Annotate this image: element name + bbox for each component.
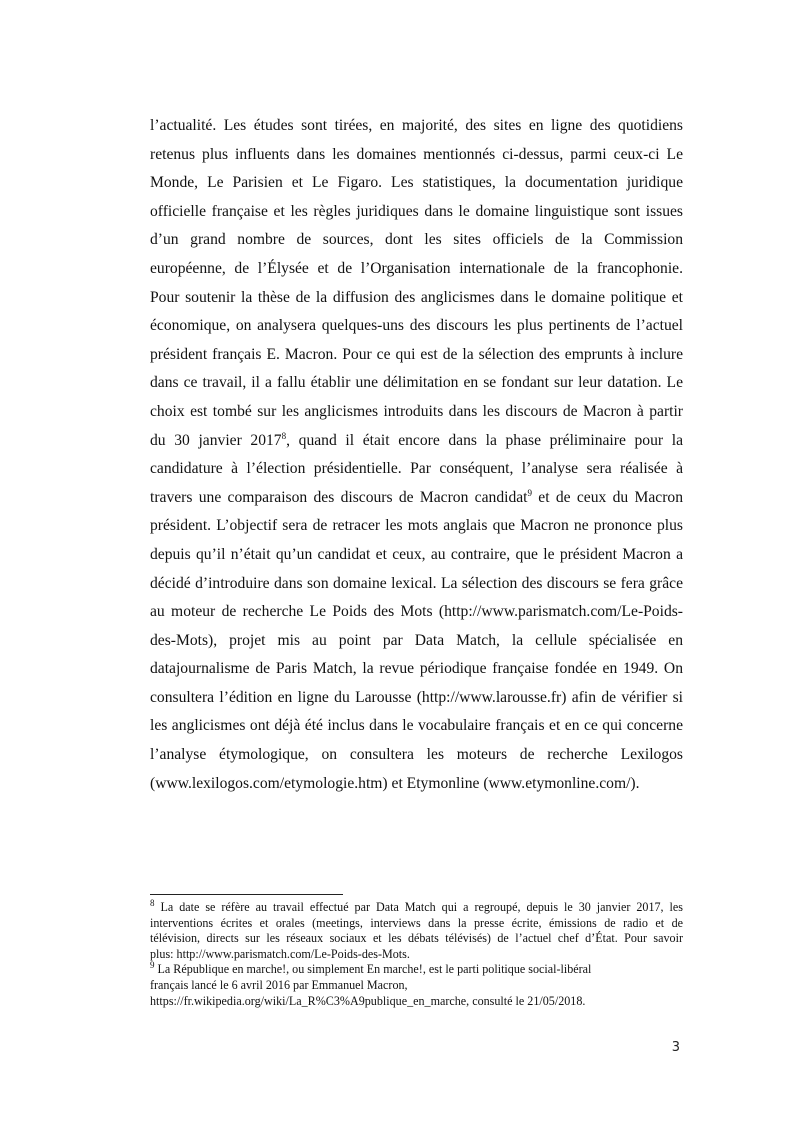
footnote-9-marker: 9 <box>150 960 155 971</box>
body-line-21: consultera l’édition en ligne du Larousse (http://www.larousse.fr) afin de vérifier si <box>150 688 683 706</box>
body-line-16: depuis qu’il n’était qu’un candidat et ceux, au contraire, que le président Macron a <box>150 545 683 563</box>
body-line-14 <box>150 484 683 513</box>
footnote-separator <box>150 894 343 895</box>
body-line-22: les anglicismes ont déjà été inclus dans le vocabulaire français et en ce qui concerne <box>150 717 683 735</box>
footnote-9-line-2: français lancé le 6 avril 2016 par Emmanuel Macron, <box>150 977 408 992</box>
footnotes <box>150 897 683 1009</box>
footnote-9-line-3: https://fr.wikipedia.org/wiki/La_R%C3%A9publique_en_marche, consulté le 21/05/2018. <box>150 993 586 1008</box>
footnote-8-line-2: interventions écrites et orales (meetings, interviews dans la presse écrite, émissions de radio et de <box>150 915 683 930</box>
body-line-3: Monde, Le Parisien et Le Figaro. Les statistiques, la documentation juridique <box>150 174 683 192</box>
body-line-5: d’un grand nombre de sources, dont les sites officiels de la Commission <box>150 231 683 249</box>
body-line-2: retenus plus influents dans les domaines mentionnés ci-dessus, parmi ceux-ci Le <box>150 145 683 163</box>
body-line-15: président. L’objectif sera de retracer les mots anglais que Macron ne prononce plus <box>150 517 683 535</box>
footnote-9-line-1 <box>150 962 683 978</box>
body-line-12-text: du 30 janvier 2017 <box>150 431 282 449</box>
body-line-10: dans ce travail, il a fallu établir une délimitation en se fondant sur leur datation. Le <box>150 374 683 392</box>
body-line-14-text: travers une comparaison des discours de Macron candidat <box>150 488 528 506</box>
body-line-12 <box>150 427 683 456</box>
body-line-6: européenne, de l’Élysée et de l’Organisation internationale de la francophonie. <box>150 259 683 277</box>
footnote-8-text-1: La date se réfère au travail effectué par Data Match qui a regroupé, depuis le 30 janvier 2017, les <box>154 900 683 914</box>
body-line-18: au moteur de recherche Le Poids des Mots (http://www.parismatch.com/Le-Poids- <box>150 603 683 621</box>
body-line-14-rest: et de ceux du Macron <box>532 488 683 506</box>
body-line-4: officielle française et les règles juridiques dans le domaine linguistique sont issues <box>150 202 683 220</box>
body-line-7: Pour soutenir la thèse de la diffusion des anglicismes dans le domaine politique et <box>150 288 683 306</box>
footnote-8-line-3: télévision, directs sur les réseaux sociaux et les débats télévisés) de l’actuel chef d’État. Pour savoir <box>150 931 683 946</box>
body-line-19: des-Mots), projet mis au point par Data Match, la cellule spécialisée en <box>150 631 683 649</box>
body-line-24: (www.lexilogos.com/etymologie.htm) et Etymonline (www.etymonline.com/). <box>150 774 640 792</box>
body-line-23: l’analyse étymologique, on consultera les moteurs de recherche Lexilogos <box>150 746 683 764</box>
body-line-17: décidé d’introduire dans son domaine lexical. La sélection des discours se fera grâce <box>150 574 683 592</box>
footnote-9-text-1: La République en marche!, ou simplement En marche!, est le parti politique social-libéral <box>154 962 592 977</box>
page-number: 3 <box>671 1040 680 1055</box>
footnote-ref-9[interactable]: 9 <box>527 487 532 498</box>
body-line-11: choix est tombé sur les anglicismes introduits dans les discours de Macron à partir <box>150 402 683 420</box>
footnote-8-marker: 8 <box>150 897 155 908</box>
footnote-8-line-1 <box>150 897 683 916</box>
body-paragraph <box>150 112 683 798</box>
footnote-ref-8[interactable]: 8 <box>281 430 287 441</box>
body-line-1: l’actualité. Les études sont tirées, en majorité, des sites en ligne des quotidiens <box>150 117 683 134</box>
body-line-13: candidature à l’élection présidentielle. Par conséquent, l’analyse sera réalisée à <box>150 460 683 478</box>
body-line-12-rest: , quand il était encore dans la phase préliminaire pour la <box>286 431 683 449</box>
body-line-9: président français E. Macron. Pour ce qui est de la sélection des emprunts à inclure <box>150 345 683 363</box>
footnote-8-line-4: plus: http://www.parismatch.com/Le-Poids-des-Mots. <box>150 946 410 961</box>
body-line-8: économique, on analysera quelques-uns des discours les plus pertinents de l’actuel <box>150 317 683 335</box>
body-line-20: datajournalisme de Paris Match, la revue périodique française fondée en 1949. On <box>150 660 683 678</box>
